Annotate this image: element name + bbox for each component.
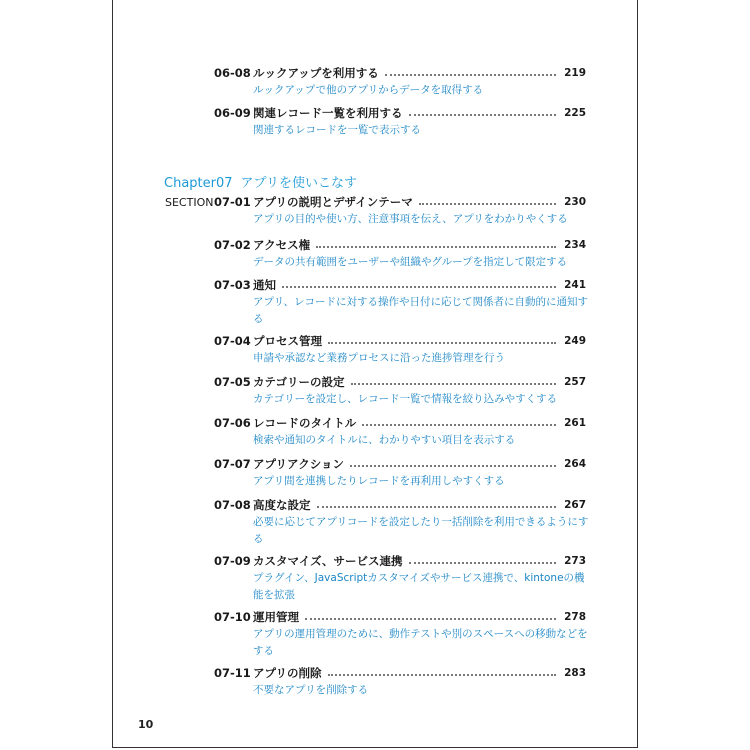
page-number: 267 [564, 499, 586, 511]
section-title: カスタマイズ、サービス連携 [253, 554, 403, 568]
section-description: プラグイン、JavaScriptカスタマイズやサービス連携で、kintoneの機能を拡張 [253, 572, 585, 601]
section-number: 06-08 [214, 66, 251, 80]
section-description: 必要に応じてアプリコードを設定したり一括削除を利用できるようにする [253, 516, 589, 545]
section-description: データの共有範囲をユーザーや組織やグループを指定して限定する [253, 256, 568, 268]
section-number: 07-09 [214, 554, 251, 568]
title-line [253, 664, 586, 682]
page-number: 230 [564, 196, 586, 208]
section-description: アプリの運用管理のために、動作テストや別のスペースへの移動などをする [253, 628, 588, 657]
toc-entry [0, 608, 750, 626]
title-line [253, 64, 586, 82]
section-number: 07-05 [214, 375, 251, 389]
toc-entry [0, 276, 750, 294]
dot-leader [351, 383, 557, 385]
title-line [253, 236, 586, 254]
page-number: 219 [564, 67, 586, 79]
toc-entry [0, 455, 750, 473]
section-title: ルックアップを利用する [253, 66, 379, 80]
section-number: 07-06 [214, 416, 251, 430]
section-description: ルックアップで他のアプリからデータを取得する [253, 84, 484, 96]
section-title: 運用管理 [253, 610, 299, 624]
page-number: 283 [564, 667, 586, 679]
toc-entry [0, 193, 750, 211]
section-number: 07-01 [214, 195, 251, 209]
chapter-title: アプリを使いこなす [240, 176, 358, 191]
title-line [253, 496, 586, 514]
toc-entry [0, 373, 750, 391]
section-number: 06-09 [214, 106, 251, 120]
section-title: 関連レコード一覧を利用する [253, 106, 403, 120]
dot-leader [328, 342, 556, 344]
section-title: プロセス管理 [253, 334, 322, 348]
chapter-label: Chapter07 [164, 176, 233, 191]
title-line [253, 414, 586, 432]
section-title: アプリの説明とデザインテーマ [253, 195, 413, 209]
chapter-heading [164, 172, 357, 191]
dot-leader [409, 114, 557, 116]
section-description: アプリ、レコードに対する操作や日付に応じて関係者に自動的に通知する [253, 296, 589, 325]
toc-entry [0, 414, 750, 432]
toc-entry [0, 104, 750, 122]
title-line [253, 276, 586, 294]
dot-leader [305, 618, 556, 620]
page-number: 225 [564, 107, 586, 119]
section-description: 検索や通知のタイトルに、わかりやすい項目を表示する [253, 434, 516, 446]
section-description: カテゴリーを設定し、レコード一覧で情報を絞り込みやすくする [253, 393, 558, 405]
page-number: 241 [564, 279, 586, 291]
dot-leader [317, 506, 557, 508]
page-number: 261 [564, 417, 586, 429]
dot-leader [409, 562, 557, 564]
title-line [253, 104, 586, 122]
section-title: 高度な設定 [253, 498, 311, 512]
page-number: 257 [564, 376, 586, 388]
section-title: レコードのタイトル [253, 416, 357, 430]
title-line [253, 332, 586, 350]
section-title: アプリの削除 [253, 666, 322, 680]
section-title: 通知 [253, 278, 276, 292]
section-description: 申請や承認など業務プロセスに沿った進捗管理を行う [253, 352, 505, 364]
title-line [253, 552, 586, 570]
page-number: 273 [564, 555, 586, 567]
section-number: 07-10 [214, 610, 251, 624]
title-line [253, 455, 586, 473]
section-title: アプリアクション [253, 457, 344, 471]
title-line [253, 608, 586, 626]
toc-entry [0, 496, 750, 514]
section-label: SECTION [165, 195, 214, 209]
toc-entry [0, 664, 750, 682]
title-line [253, 373, 586, 391]
page-number: 264 [564, 458, 586, 470]
section-description: アプリの目的や使い方、注意事項を伝え、アプリをわかりやくする [253, 213, 568, 225]
dot-leader [419, 203, 556, 205]
section-title: アクセス権 [253, 238, 311, 252]
dot-leader [316, 246, 556, 248]
section-description: 関連するレコードを一覧で表示する [253, 124, 421, 136]
section-number: 07-11 [214, 666, 251, 680]
page-number: 278 [564, 611, 586, 623]
dot-leader [328, 674, 557, 676]
section-number: 07-02 [214, 238, 251, 252]
section-description: アプリ間を連携したりレコードを再利用しやすくする [253, 475, 505, 487]
section-title: カテゴリーの設定 [253, 375, 345, 389]
page-number: 234 [564, 239, 586, 251]
dot-leader [385, 74, 556, 76]
toc-entry [0, 64, 750, 82]
dot-leader [282, 286, 556, 288]
toc-entry [0, 552, 750, 570]
section-number: 07-03 [214, 278, 251, 292]
dot-leader [362, 424, 556, 426]
section-description: 不要なアプリを削除する [253, 684, 369, 696]
toc-entry [0, 236, 750, 254]
section-number: 07-08 [214, 498, 251, 512]
toc-entry [0, 332, 750, 350]
section-number: 07-04 [214, 334, 251, 348]
title-line [253, 193, 586, 211]
page-folio: 10 [138, 718, 154, 731]
page-number: 249 [564, 335, 586, 347]
section-number: 07-07 [214, 457, 251, 471]
dot-leader [350, 465, 556, 467]
